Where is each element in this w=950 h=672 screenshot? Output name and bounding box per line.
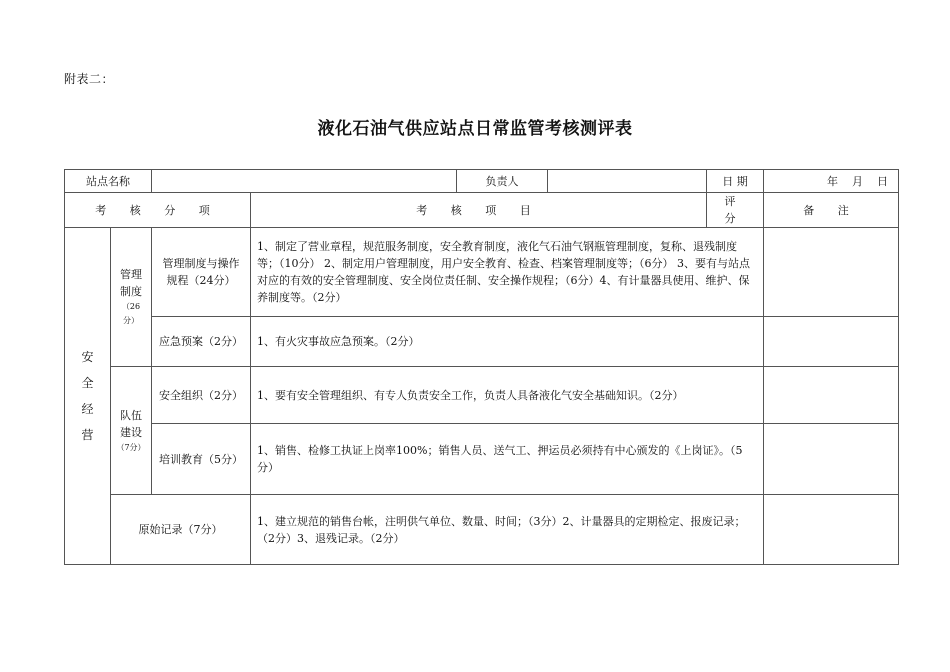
responsible-label: 负责人 [457, 170, 548, 193]
item-label: 原始记录（7分） [111, 495, 251, 565]
remarks-cell[interactable] [764, 367, 899, 424]
responsible-cell[interactable] [548, 170, 707, 193]
remarks-cell[interactable] [764, 424, 899, 495]
item-content: 1、建立规范的销售台帐，注明供气单位、数量、时间；（3分）2、计量器具的定期检定、报废记录；（2分）3、退残记录。（2分） [251, 495, 764, 565]
group-points: （7分） [116, 442, 146, 452]
item-content: 1、有火灾事故应急预案。（2分） [251, 317, 764, 367]
remarks-column-header: 备 注 [764, 193, 899, 228]
section-name [65, 228, 111, 565]
category-column-header: 考 核 分 项 [65, 193, 251, 228]
group-name-line: 管理 [120, 268, 142, 281]
group-points: 分） [123, 316, 139, 325]
date-cell[interactable]: 年 月 日 [764, 170, 899, 193]
item-label: 应急预案（2分） [152, 317, 251, 367]
station-name-label: 站点名称 [65, 170, 152, 193]
column-header-row [65, 193, 899, 228]
group-name-line: 制度 [120, 285, 142, 298]
score-column-header: 评 分 [707, 193, 764, 228]
table-row [65, 424, 899, 495]
item-label: 安全组织（2分） [152, 367, 251, 424]
section-char: 经 [81, 402, 94, 416]
item-content: 1、销售、检修工执证上岗率100%；销售人员、送气工、押运员必须持有中心颁发的《上岗证》。（5分） [251, 424, 764, 495]
station-name-cell[interactable] [152, 170, 457, 193]
group-points: （26 [121, 302, 141, 311]
item-content: 1、制定了营业章程，规范服务制度，安全教育制度，液化气石油气钢瓶管理制度，复称、退残制度等；（10分） 2、制定用户管理制度，用户安全教育、检查、档案管理制度等；（6分） 3、要有与站点对应的有效的安全管理制度、安全岗位责任制、安全操作规程；（6分）4、有计量器具使用、维护、保养制度等。（2分） [251, 228, 764, 317]
group-name-line: 队伍 [120, 408, 142, 422]
remarks-cell[interactable] [764, 228, 899, 317]
table-row [65, 228, 899, 317]
item-content: 1、要有安全管理组织、有专人负责安全工作，负责人具备液化气安全基础知识。（2分） [251, 367, 764, 424]
remarks-cell[interactable] [764, 495, 899, 565]
table-row [65, 317, 899, 367]
group-name-line: 建设 [120, 425, 142, 439]
page-title: 液化石油气供应站点日常监管考核测评表 [317, 119, 633, 139]
section-char: 安 [81, 350, 94, 364]
section-char: 营 [81, 428, 94, 442]
remarks-cell[interactable] [764, 317, 899, 367]
item-label: 管理制度与操作规程（24分） [152, 228, 251, 317]
header-row [65, 170, 899, 193]
section-char: 全 [81, 376, 94, 390]
item-label: 培训教育（5分） [152, 424, 251, 495]
group-name [111, 367, 152, 495]
table-row [65, 367, 899, 424]
date-label: 日 期 [707, 170, 764, 193]
attachment-label: 附表二： [64, 72, 115, 86]
table-row [65, 495, 899, 565]
group-name [111, 228, 152, 367]
items-column-header: 考 核 项 目 [251, 193, 707, 228]
evaluation-table [64, 169, 899, 565]
